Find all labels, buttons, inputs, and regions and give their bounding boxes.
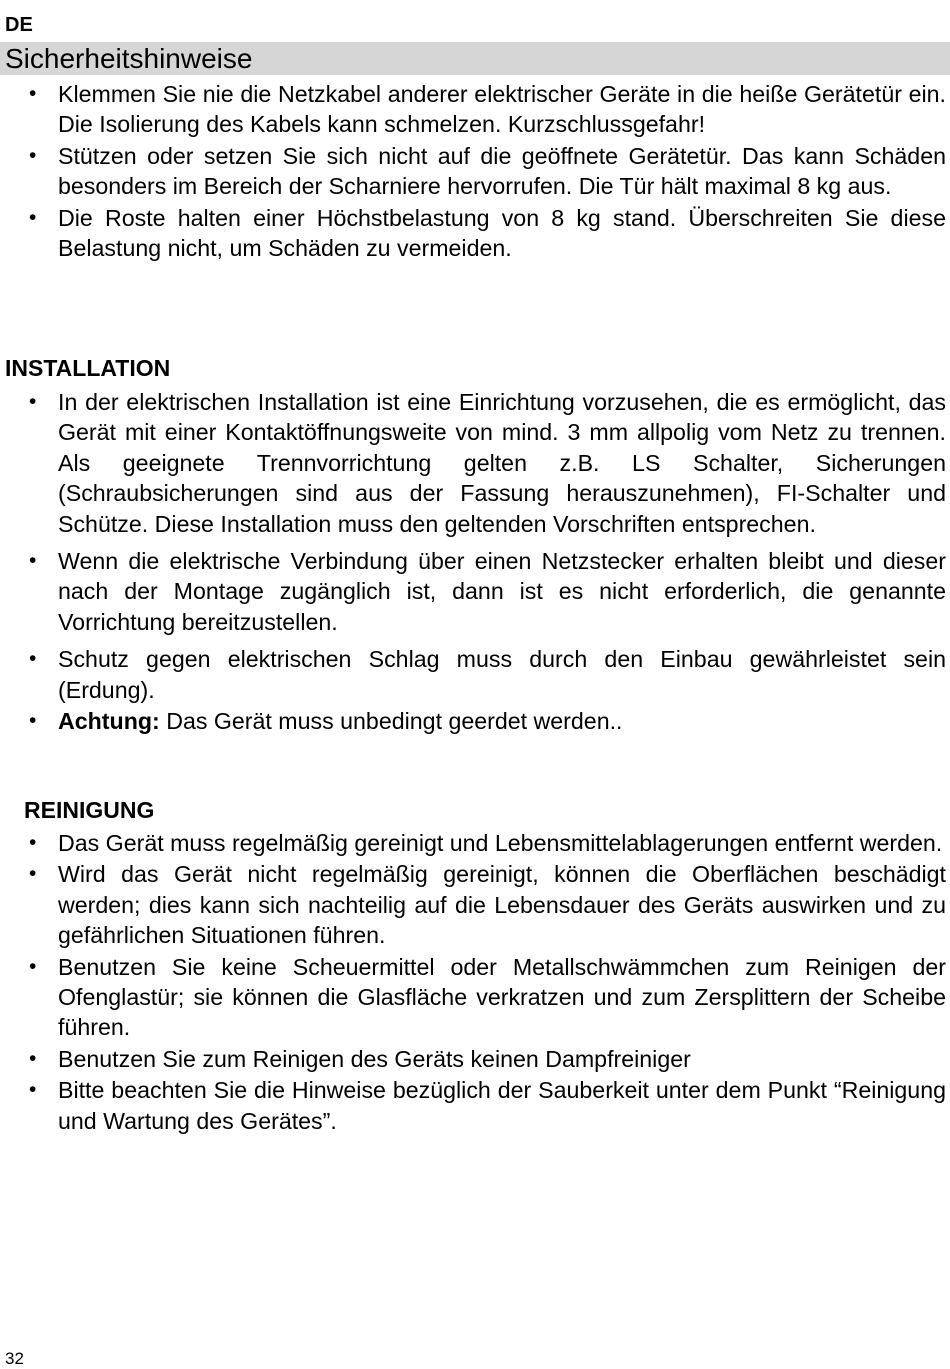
list-item: [0, 546, 946, 637]
list-item: [0, 859, 946, 950]
cleaning-heading: REINIGUNG: [24, 797, 155, 823]
bullet-icon: •: [29, 647, 37, 671]
list-item-text: Klemmen Sie nie die Netzkabel anderer elektrischer Geräte in die heiße Gerätetür ein. Die Isolierung des Kabels kann schmelzen. Kurzschlussgefahr!: [58, 81, 946, 138]
list-item: [0, 1075, 946, 1136]
bullet-icon: •: [29, 954, 37, 978]
bullet-icon: •: [29, 390, 37, 413]
cleaning-list: [0, 828, 946, 1136]
list-item-text: Stützen oder setzen Sie sich nicht auf die geöffnete Gerätetür. Das kann Schäden besonders im Bereich der Scharniere hervorrufen. Die Tür hält maximal 8 kg aus.: [58, 142, 946, 200]
list-item-text: Benutzen Sie zum Reinigen des Geräts keinen Dampfreiniger: [58, 1045, 691, 1072]
list-item-text: In der elektrischen Installation ist eine Einrichtung vorzusehen, die es ermöglicht, das Gerät mit einer Kontaktöffnungsweite von mind. 3 mm allpolig vom Netz zu trennen. Als geeignete Trennvorrichtung gelten z.B. LS Schalter, Sicherungen (Schraubsicherungen sind aus der Fassung herauszunehmen), FI-Schalter und Schütze. Diese Installation muss den geltenden Vorschriften entsprechen.: [58, 389, 946, 537]
language-tag: DE: [5, 14, 33, 36]
warning-text: Das Gerät muss unbedingt geerdet werden..: [159, 708, 623, 735]
list-item-text: Die Roste halten einer Höchstbelastung von 8 kg stand. Überschreiten Sie diese Belastung nicht, um Schäden zu vermeiden.: [58, 204, 946, 262]
list-item-text: Bitte beachten Sie die Hinweise bezüglich der Sauberkeit unter dem Punkt “Reinigung und Wartung des Gerätes”.: [58, 1077, 946, 1134]
bullet-icon: •: [29, 1046, 37, 1070]
bullet-icon: •: [29, 143, 37, 167]
bullet-icon: •: [29, 709, 37, 733]
list-item-text: Benutzen Sie keine Scheuermittel oder Metallschwämmchen zum Reinigen der Ofenglastür; sie können die Glasfläche verkratzen und zum Zersplittern der Scheibe führen.: [58, 953, 946, 1041]
list-item: [0, 644, 946, 705]
list-item: [0, 952, 946, 1043]
list-item: [0, 387, 946, 539]
bullet-icon: •: [29, 82, 37, 105]
bullet-icon: •: [29, 1078, 37, 1102]
bullet-icon: •: [29, 831, 37, 854]
bullet-icon: •: [29, 549, 37, 573]
installation-heading: INSTALLATION: [5, 355, 171, 381]
list-item: [0, 1044, 946, 1074]
list-item-text: Wird das Gerät nicht regelmäßig gereinigt, können die Oberflächen beschädigt werden; dies kann sich nachteilig auf die Lebensdauer des Geräts auswirken und zu gefährlichen Situationen führen.: [58, 861, 946, 949]
page-number: 32: [5, 1349, 24, 1368]
list-item: [0, 828, 946, 858]
bullet-icon: •: [29, 205, 37, 229]
warning-item: [0, 706, 946, 736]
warning-label: Achtung:: [58, 708, 160, 735]
installation-list: [0, 387, 946, 736]
safety-list: [0, 79, 946, 263]
list-item: [0, 141, 946, 202]
bullet-icon: •: [29, 862, 37, 886]
list-item-text: Schutz gegen elektrischen Schlag muss durch den Einbau gewährleistet sein (Erdung).: [58, 646, 946, 703]
page-title: Sicherheitshinweise: [5, 43, 253, 74]
list-item: [0, 203, 946, 264]
list-item-text: Wenn die elektrische Verbindung über einen Netzstecker erhalten bleibt und dieser nach der Montage zugänglich ist, dann ist es nicht erforderlich, die genannte Vorrichtung bereitzustellen.: [58, 548, 946, 635]
section-title-bar: [0, 42, 950, 75]
list-item-text: Das Gerät muss regelmäßig gereinigt und Lebensmittelablagerungen entfernt werden.: [58, 830, 943, 856]
list-item: [0, 79, 946, 140]
